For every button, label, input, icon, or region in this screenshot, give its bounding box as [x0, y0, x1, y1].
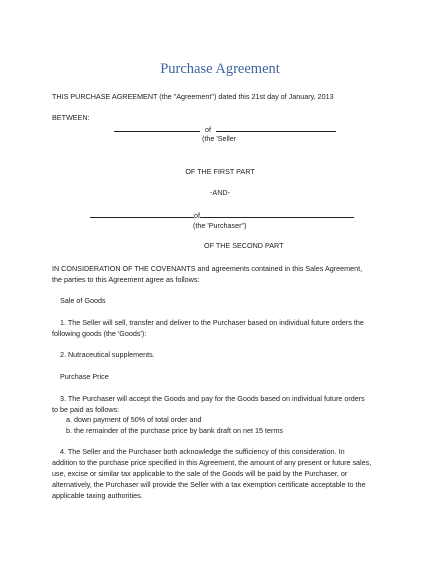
- seller-label: (the 'Seller: [202, 134, 237, 143]
- clause-4-line-4: alternatively, the Purchaser will provide the Seller with a tax exemption certificate acceptable to the: [52, 480, 366, 489]
- consideration-line-2: the parties to this Agreement agree as follows:: [52, 275, 200, 284]
- clause-3-item-b: b. the remainder of the purchase price by bank draft on net 15 terms: [66, 426, 283, 435]
- seller-name-blank[interactable]: [114, 124, 200, 132]
- seller-address-blank[interactable]: [216, 124, 336, 132]
- second-part-label: OF THE SECOND PART: [204, 241, 284, 250]
- clause-1-line-1: 1. The Seller will sell, transfer and deliver to the Purchaser based on individual future orders the: [60, 318, 364, 327]
- first-part-label: OF THE FIRST PART: [185, 167, 255, 176]
- purchaser-of-label: of: [194, 211, 200, 220]
- page-title: Purchase Agreement: [160, 61, 280, 77]
- clause-3-line-2: to be paid as follows:: [52, 405, 120, 414]
- between-label: BETWEEN:: [52, 113, 90, 122]
- clause-1-line-2: following goods (the 'Goods'):: [52, 329, 147, 338]
- purchaser-line: [90, 210, 354, 220]
- seller-of-label: of: [205, 125, 211, 134]
- clause-4-line-3: use, excise or similar tax applicable to the sale of the Goods will be paid by the Purchaser, or: [52, 469, 348, 478]
- clause-3-line-1: 3. The Purchaser will accept the Goods and pay for the Goods based on individual future orders: [60, 394, 365, 403]
- heading-sale-of-goods: Sale of Goods: [60, 296, 106, 305]
- clause-4-line-2: addition to the purchase price specified in this Agreement, the amount of any present or future sales,: [52, 458, 372, 467]
- consideration-line-1: IN CONSIDERATION OF THE COVENANTS and agreements contained in this Sales Agreement,: [52, 264, 363, 273]
- clause-3-item-a: a. down payment of 50% of total order and: [66, 415, 202, 424]
- purchaser-name-blank[interactable]: [90, 210, 194, 218]
- seller-line: [114, 124, 336, 134]
- purchaser-label: (the 'Purchaser"): [193, 221, 247, 230]
- and-separator: -AND-: [210, 188, 230, 197]
- clause-4-line-5: applicable taxing authorities.: [52, 491, 143, 500]
- purchaser-address-blank[interactable]: [200, 210, 354, 218]
- clause-2: 2. Nutraceutical supplements.: [60, 350, 155, 359]
- clause-4-line-1: 4. The Seller and the Purchaser both acknowledge the sufficiency of this consideration. In: [60, 447, 345, 456]
- heading-purchase-price: Purchase Price: [60, 372, 109, 381]
- intro-line: THIS PURCHASE AGREEMENT (the "Agreement") dated this 21st day of January, 2013: [52, 92, 334, 101]
